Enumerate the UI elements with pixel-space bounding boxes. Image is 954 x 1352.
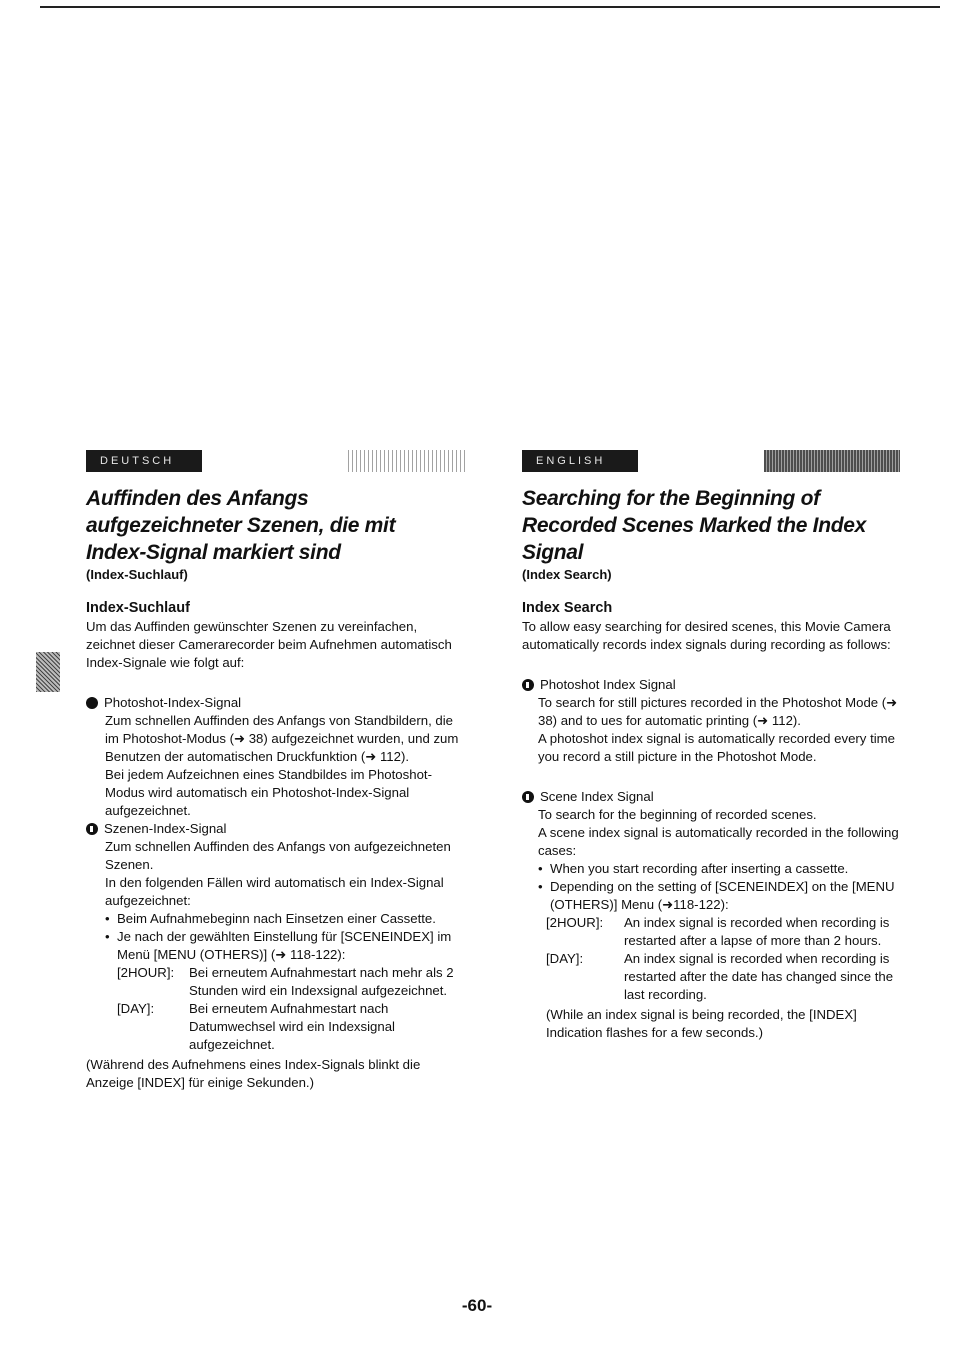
definition-row [117, 1000, 466, 1054]
item-body: To search for still pictures recorded in the Photoshot Mode (➜ 38) and to ues for automatic printing (➜ 112). [538, 695, 898, 728]
language-tag-de: DEUTSCH [86, 450, 202, 472]
definition-row [546, 914, 904, 950]
item-photoshot-de [86, 694, 466, 820]
list-item: • When you start recording after inserting a cassette. [538, 860, 904, 878]
item-head: Scene Index Signal [540, 789, 654, 804]
title-en [522, 485, 904, 566]
section-heading-de: Index-Suchlauf [86, 600, 190, 616]
definition-row [546, 950, 904, 1004]
item-head: Photoshot-Index-Signal [104, 695, 242, 710]
intro-de: Um das Auffinden gewünschter Szenen zu vereinfachen, zeichnet dieser Camerarecorder beim Aufnehmen automatisch Index-Signale wie folgt auf: [86, 619, 452, 670]
definition-list-de [86, 964, 466, 1054]
item-head: Szenen-Index-Signal [104, 821, 227, 836]
item-body: Bei jedem Aufzeichnen eines Standbildes im Photoshot-Modus wird automatisch ein Photoshot-Index-Signal aufgezeichnet. [105, 767, 432, 818]
list-item: • Je nach der gewählten Einstellung für [SCENEINDEX] im Menü [MENU (OTHERS)] (➜ 118-122): [105, 928, 466, 964]
numbered-circle-icon [86, 823, 98, 835]
definition-term: [2HOUR]: [117, 965, 175, 980]
title-en-line1: Searching for the Beginning of [522, 487, 820, 510]
definition-term: [DAY]: [546, 951, 584, 966]
list-item: • Beim Aufnahmebeginn nach Einsetzen einer Cassette. [105, 910, 466, 928]
item-body: Zum schnellen Auffinden des Anfangs von Standbildern, die im Photoshot-Modus (➜ 38) aufgezeichnet wurden, und zum Benutzen der automatischen Druckfunktion (➜ 112). [105, 713, 459, 764]
definition-term: [DAY]: [117, 1001, 155, 1016]
item-body: A photoshot index signal is automatically recorded every time you record a still picture in the Photoshot Mode. [538, 731, 895, 764]
item-body: In den folgenden Fällen wird automatisch ein Index-Signal aufgezeichnet: [105, 875, 444, 908]
intro-en: To allow easy searching for desired scenes, this Movie Camera automatically records index signals during recording as follows: [522, 619, 891, 652]
item-head: Photoshot Index Signal [540, 677, 676, 692]
edge-tab-marker [36, 652, 60, 692]
note-de: (Während des Aufnehmens eines Index-Signals blinkt die Anzeige [INDEX] für einige Sekunden.) [86, 1057, 421, 1090]
language-tag-en: ENGLISH [522, 450, 638, 472]
scan-noise-en [764, 450, 900, 472]
item-body: Zum schnellen Auffinden des Anfangs von aufgezeichneten Szenen. [105, 839, 451, 872]
definition-term: [2HOUR]: [546, 915, 604, 930]
column-deutsch [86, 450, 466, 1092]
language-header-en [522, 450, 904, 472]
column-english [522, 450, 904, 1042]
bullet-list-de [86, 910, 466, 964]
subtitle-en: (Index Search) [522, 567, 612, 582]
item-photoshot-en [522, 676, 904, 766]
bullet-list-en [522, 860, 904, 914]
title-de-line2: aufgezeichneter Szenen, die mit [86, 514, 396, 537]
item-body: A scene index signal is automatically recorded in the following cases: [538, 825, 899, 858]
item-body: To search for the beginning of recorded scenes. [538, 807, 817, 822]
page-number: -60- [461, 1296, 493, 1315]
definition-row [117, 964, 466, 1000]
definition-desc: An index signal is recorded when recording is restarted after the date has changed since the last recording. [624, 951, 894, 1002]
definition-list-en [522, 914, 904, 1004]
scan-noise-de [348, 450, 466, 472]
title-en-line3: Signal [522, 541, 584, 564]
title-de [86, 485, 466, 566]
section-heading-en: Index Search [522, 600, 613, 616]
title-de-line3: Index-Signal markiert sind [86, 541, 341, 564]
note-en: (While an index signal is being recorded, the [INDEX] Indication flashes for a few seconds.) [546, 1007, 857, 1040]
numbered-circle-icon [522, 679, 534, 691]
numbered-circle-icon [522, 791, 534, 803]
item-scene-en [522, 788, 904, 1004]
definition-desc: Bei erneutem Aufnahmestart nach mehr als 2 Stunden wird ein Indexsignal aufgezeichnet. [189, 965, 454, 998]
title-de-line1: Auffinden des Anfangs [86, 487, 309, 510]
subtitle-de: (Index-Suchlauf) [86, 567, 188, 582]
list-item: • Depending on the setting of [SCENEINDEX] on the [MENU (OTHERS)] Menu (➜118-122): [538, 878, 904, 914]
language-header-de [86, 450, 466, 472]
top-rule [40, 6, 940, 8]
title-en-line2: Recorded Scenes Marked the Index [522, 514, 867, 537]
filled-circle-icon [86, 697, 98, 709]
definition-desc: An index signal is recorded when recording is restarted after a lapse of more than 2 hours. [624, 915, 890, 948]
item-scene-de [86, 820, 466, 1054]
definition-desc: Bei erneutem Aufnahmestart nach Datumwechsel wird ein Indexsignal aufgezeichnet. [189, 1001, 395, 1052]
